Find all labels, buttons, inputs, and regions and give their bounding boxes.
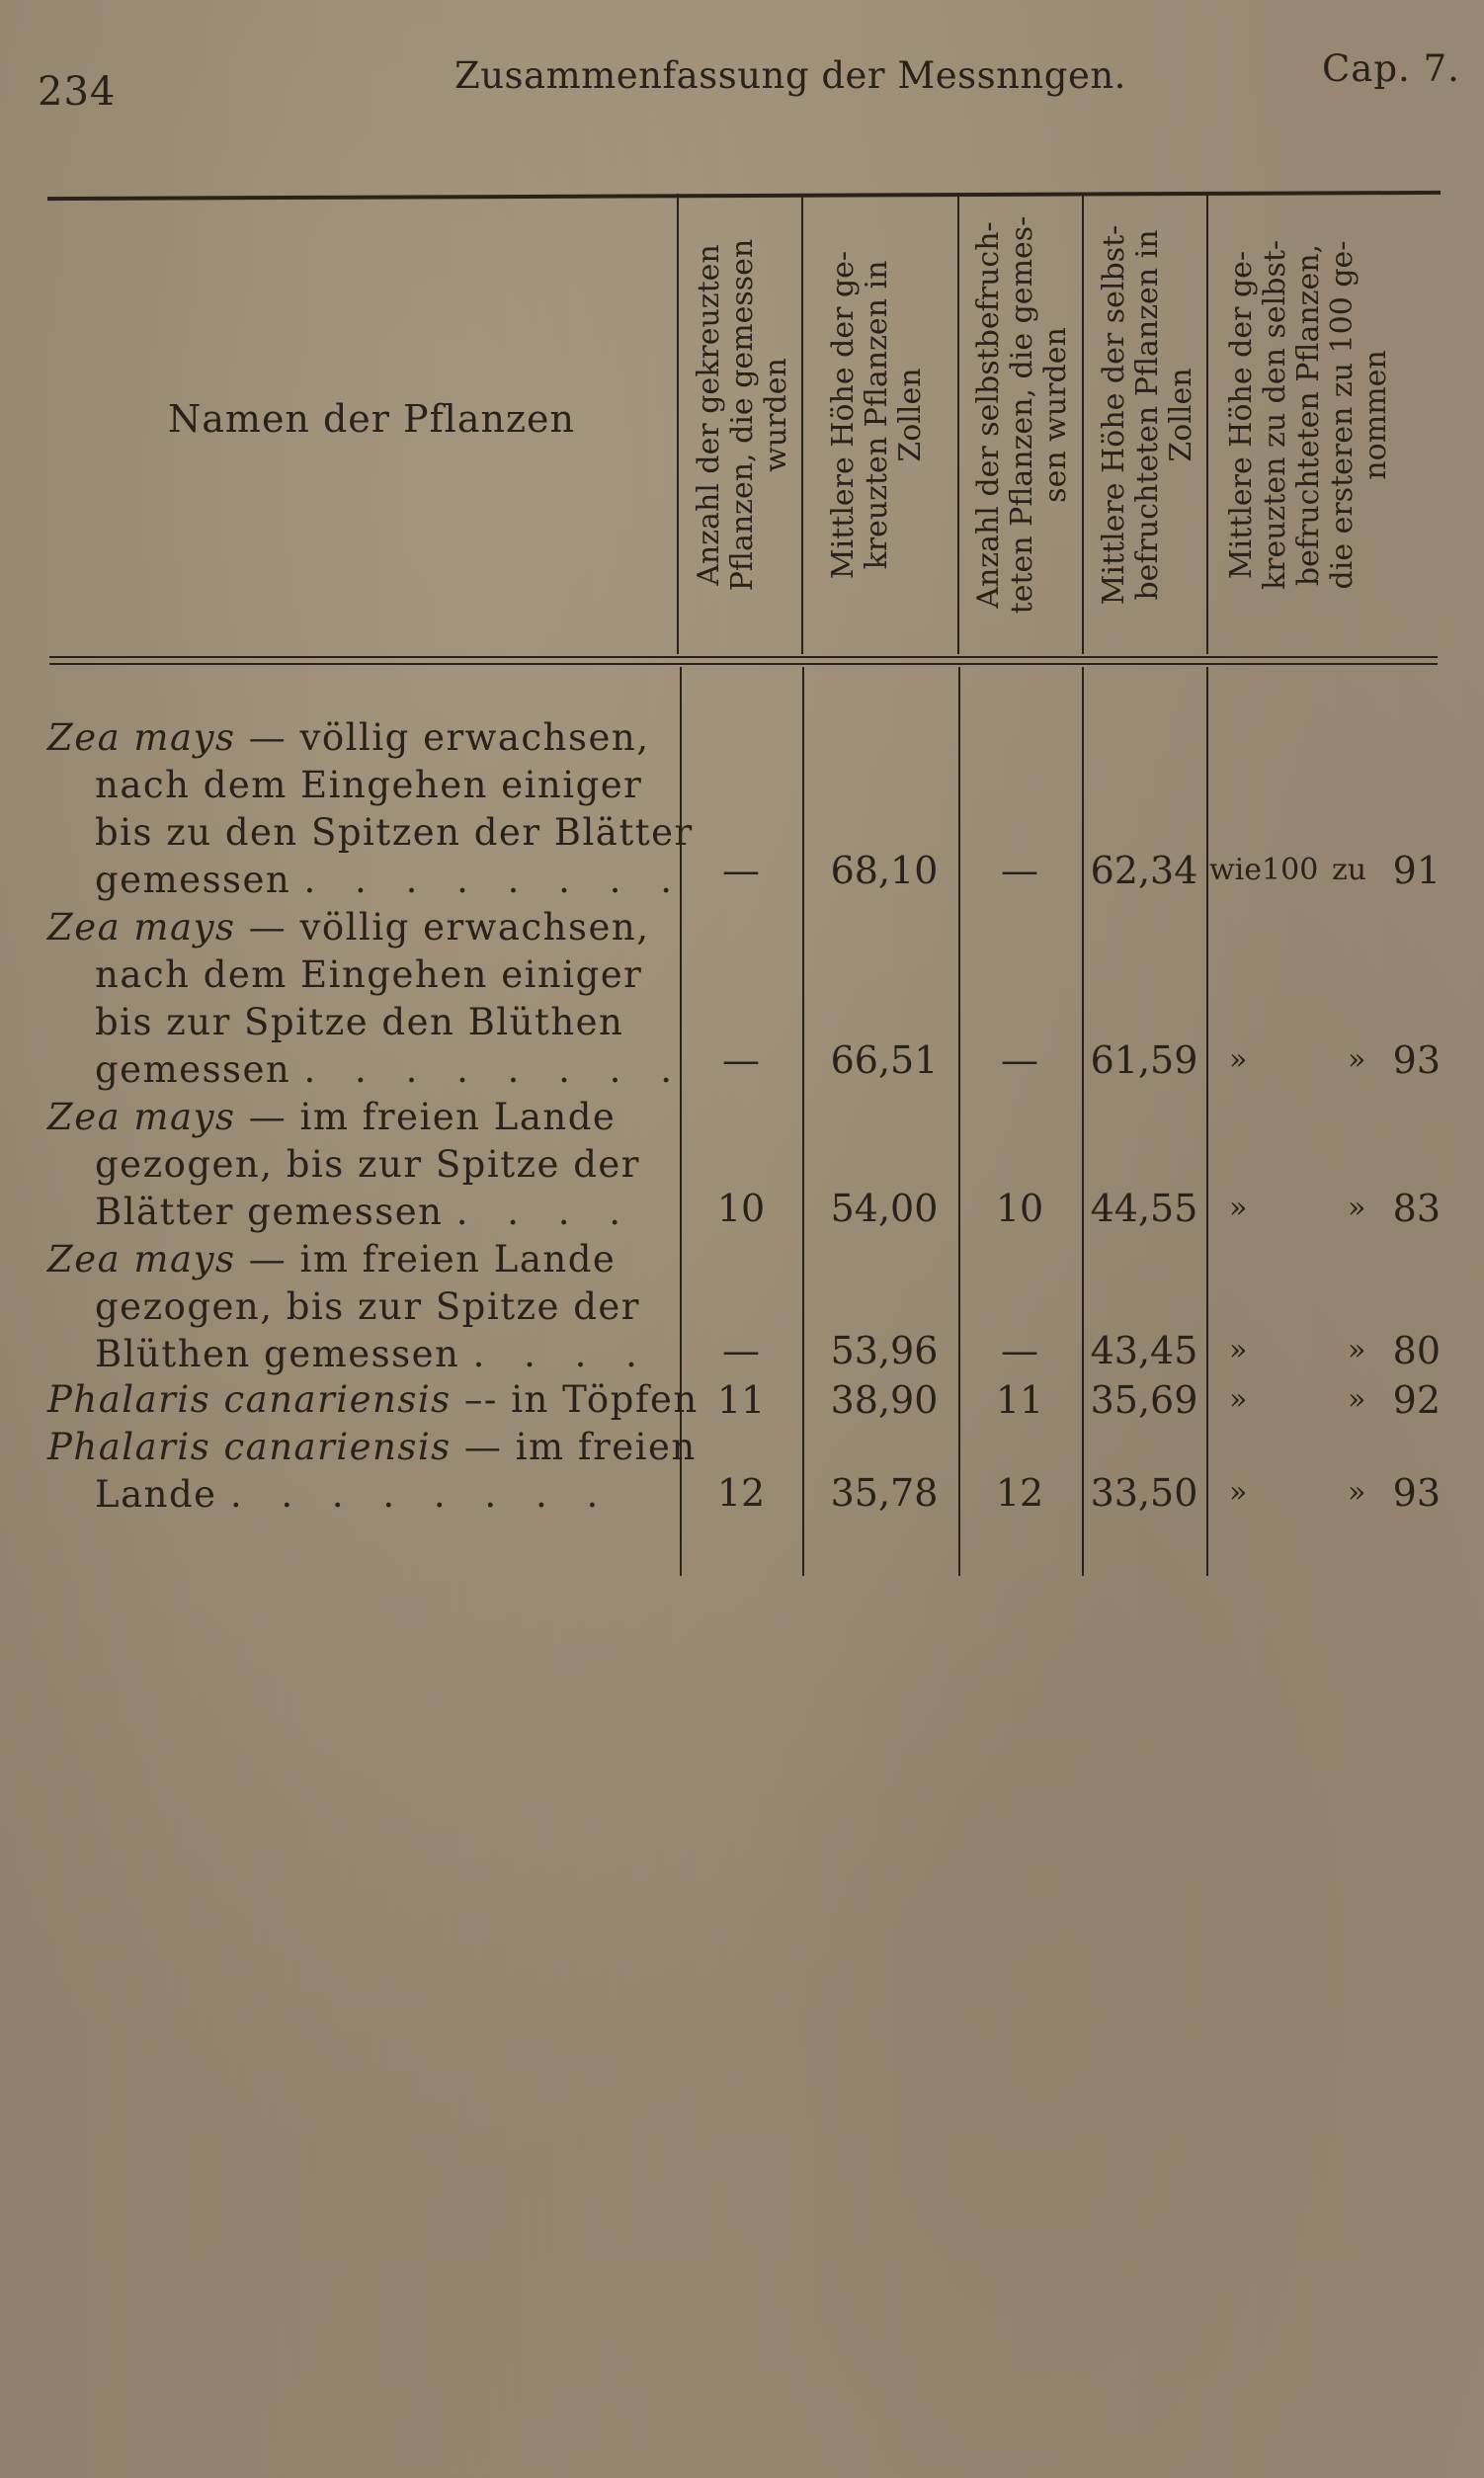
row-name-line: gezogen, bis zur Spitze der bbox=[95, 1285, 640, 1328]
ratio-value-cell: 83 bbox=[1392, 1187, 1441, 1230]
crossed-height-cell: 38,90 bbox=[830, 1378, 939, 1422]
ratio-mid: » bbox=[1348, 1333, 1366, 1367]
self-count-cell: 10 bbox=[995, 1187, 1044, 1230]
crossed-count-cell: — bbox=[722, 1329, 760, 1372]
body-col-line-3 bbox=[958, 667, 960, 1576]
self-height-cell: 44,55 bbox=[1090, 1187, 1198, 1230]
header-rule-bottom bbox=[49, 663, 1438, 665]
row-name-line: gemessen . . . . . . . . bbox=[95, 1048, 686, 1091]
row-name-line: Zea mays — völlig erwachsen, bbox=[47, 716, 650, 759]
row-name-line: Zea mays — im freien Lande bbox=[47, 1096, 617, 1138]
row-name-line: Zea mays — völlig erwachsen, bbox=[47, 906, 650, 949]
ratio-value-cell: 80 bbox=[1392, 1329, 1441, 1372]
crossed-count-cell: — bbox=[722, 849, 760, 892]
row-name-line: Lande . . . . . . . . bbox=[95, 1473, 613, 1516]
crossed-height-cell: 35,78 bbox=[830, 1471, 939, 1515]
row-name-line: Phalaris canariensis — im freien bbox=[47, 1426, 697, 1468]
body-col-line-5 bbox=[1206, 667, 1208, 1576]
ratio-prefix: » bbox=[1229, 1475, 1248, 1510]
ratio-mid: » bbox=[1348, 1191, 1366, 1225]
crossed-count-cell: 11 bbox=[716, 1378, 766, 1422]
row-name-line: Blätter gemessen . . . . bbox=[95, 1191, 635, 1233]
self-count-cell: — bbox=[1001, 1038, 1038, 1082]
ratio-prefix: » bbox=[1229, 1191, 1248, 1225]
row-name-line: gemessen . . . . . . . . bbox=[95, 859, 686, 901]
self-count-header: Anzahl der selbstbefruch- teten Pflanzen, die gemes- sen wurden bbox=[971, 215, 1073, 615]
row-name-line: bis zu den Spitzen der Blätter bbox=[95, 811, 694, 854]
chapter-label: Cap. 7. bbox=[1322, 47, 1460, 90]
ratio-prefix: » bbox=[1229, 1042, 1248, 1077]
row-name-line: nach dem Eingehen einiger bbox=[95, 953, 643, 996]
ratio-mid: » bbox=[1348, 1382, 1366, 1417]
row-name-line: nach dem Eingehen einiger bbox=[95, 764, 643, 806]
row-name-line: bis zur Spitze den Blüthen bbox=[95, 1001, 624, 1043]
body-col-line-2 bbox=[802, 667, 804, 1576]
row-name-line: Zea mays — im freien Lande bbox=[47, 1238, 617, 1280]
row-name-line: Phalaris canariensis –- in Töpfen bbox=[47, 1378, 699, 1421]
self-count-cell: — bbox=[1001, 1329, 1038, 1372]
ratio-value-cell: 92 bbox=[1392, 1378, 1441, 1422]
self-height-cell: 43,45 bbox=[1090, 1329, 1198, 1372]
crossed-count-cell: 12 bbox=[716, 1471, 766, 1515]
names-column-header: Namen der Pflanzen bbox=[168, 397, 575, 441]
ratio-header: Mittlere Höhe der ge- kreuzten zu den selbst- befruchteten Pflanzen, die ersteren zu 100 ge- nommen bbox=[1224, 239, 1393, 591]
ratio-mid: zu bbox=[1332, 853, 1367, 887]
running-title: Zusammenfassung der Messnngen. bbox=[454, 54, 1126, 97]
ratio-prefix: » bbox=[1229, 1333, 1248, 1367]
row-name-line: gezogen, bis zur Spitze der bbox=[95, 1143, 640, 1186]
header-rule-top bbox=[49, 656, 1438, 658]
self-count-cell: 12 bbox=[995, 1471, 1044, 1515]
ratio-value-cell: 93 bbox=[1392, 1471, 1441, 1515]
self-height-cell: 61,59 bbox=[1090, 1038, 1198, 1082]
self-count-cell: 11 bbox=[995, 1378, 1044, 1422]
crossed-count-cell: — bbox=[722, 1038, 760, 1082]
ratio-mid: » bbox=[1348, 1475, 1366, 1510]
page-number: 234 bbox=[38, 69, 117, 115]
self-height-cell: 35,69 bbox=[1090, 1378, 1198, 1422]
row-name-line: Blüthen gemessen . . . . bbox=[95, 1333, 651, 1375]
crossed-height-cell: 53,96 bbox=[830, 1329, 939, 1372]
crossed-height-cell: 66,51 bbox=[830, 1038, 939, 1082]
self-height-cell: 33,50 bbox=[1090, 1471, 1198, 1515]
self-height-header: Mittlere Höhe der selbst- befruchteten Pflanzen in Zollen bbox=[1097, 224, 1198, 606]
crossed-height-header: Mittlere Höhe der ge- kreuzten Pflanzen in Zollen bbox=[826, 250, 928, 580]
body-col-line-4 bbox=[1082, 667, 1084, 1576]
ratio-prefix: wie100 bbox=[1209, 853, 1319, 887]
ratio-value-cell: 93 bbox=[1392, 1038, 1441, 1082]
crossed-count-cell: 10 bbox=[716, 1187, 766, 1230]
self-height-cell: 62,34 bbox=[1090, 849, 1198, 892]
ratio-prefix: » bbox=[1229, 1382, 1248, 1417]
crossed-height-cell: 54,00 bbox=[830, 1187, 939, 1230]
crossed-count-header: Anzahl der gekreuzten Pflanzen, die gemessen wurden bbox=[692, 238, 793, 592]
self-count-cell: — bbox=[1001, 849, 1038, 892]
ratio-mid: » bbox=[1348, 1042, 1366, 1077]
crossed-height-cell: 68,10 bbox=[830, 849, 939, 892]
ratio-value-cell: 91 bbox=[1392, 849, 1441, 892]
